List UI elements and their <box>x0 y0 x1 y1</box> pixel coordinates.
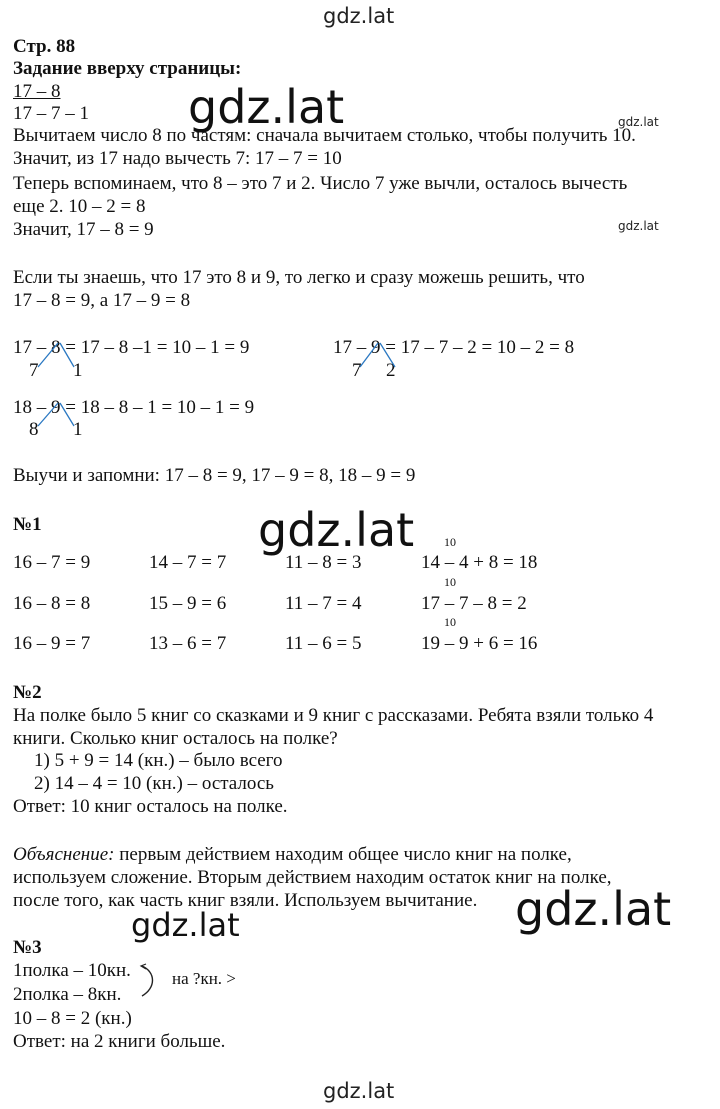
superscript-ten: 10 <box>444 615 456 629</box>
task3-compare: на ?кн. > <box>172 969 236 988</box>
decomposition-expression: 18 – 9 = 18 – 8 – 1 = 10 – 1 = 9 <box>13 397 255 418</box>
hint-line: 17 – 8 = 9, а 17 – 9 = 8 <box>13 290 191 311</box>
hint-line: Если ты знаешь, что 17 это 8 и 9, то легко и сразу можешь решить, что <box>13 267 585 288</box>
task2-explanation-line: после того, как часть книг взяли. Используем вычитание. <box>13 890 478 911</box>
explanation-line: Вычитаем число 8 по частям: сначала вычитаем столько, чтобы получить 10. <box>13 125 636 146</box>
memorize-line: Выучи и запомни: 17 – 8 = 9, 17 – 9 = 8, 18 – 9 = 9 <box>13 465 416 486</box>
superscript-ten: 10 <box>444 535 456 549</box>
explanation-text: первым действием находим общее число книг на полке, <box>114 844 572 865</box>
explanation-line: Значит, 17 – 8 = 9 <box>13 219 154 240</box>
task-top-expression: 17 – 8 <box>13 81 61 102</box>
watermark-small-2: gdz.lat <box>618 219 659 233</box>
task1-cell: 11 – 6 = 5 <box>285 633 362 654</box>
decomposition-part: 8 <box>29 419 39 440</box>
decomposition-part: 1 <box>73 419 83 440</box>
task1-cell: 17 – 7 – 8 = 2 <box>421 593 527 614</box>
task3-shelf-2: 2полка – 8кн. <box>13 984 122 1005</box>
task1-cell: 16 – 7 = 9 <box>13 552 91 573</box>
watermark-big-2: gdz.lat <box>258 503 415 557</box>
task2-title: №2 <box>13 682 42 703</box>
task1-cell: 16 – 8 = 8 <box>13 593 91 614</box>
task1-cell: 14 – 7 = 7 <box>149 552 227 573</box>
task1-cell: 11 – 8 = 3 <box>285 552 362 573</box>
task1-cell: 11 – 7 = 4 <box>285 593 362 614</box>
explanation-line: Теперь вспоминаем, что 8 – это 7 и 2. Число 7 уже вычли, осталось вычесть <box>13 173 628 194</box>
task3-title: №3 <box>13 937 42 958</box>
decomposition-part: 1 <box>73 360 83 381</box>
superscript-ten: 10 <box>444 575 456 589</box>
task3-solution: 10 – 8 = 2 (кн.) <box>13 1008 132 1029</box>
watermark-big-3: gdz.lat <box>515 882 672 936</box>
task2-answer: Ответ: 10 книг осталось на полке. <box>13 796 288 817</box>
task3-answer: Ответ: на 2 книги больше. <box>13 1031 226 1052</box>
explanation-label: Объяснение: <box>13 844 115 865</box>
explanation-line: Значит, из 17 надо вычесть 7: 17 – 7 = 10 <box>13 148 342 169</box>
watermark-medium: gdz.lat <box>131 906 240 944</box>
task2-explanation-line <box>13 845 572 864</box>
task2-problem-line: На полке было 5 книг со сказками и 9 книг с рассказами. Ребята взяли только 4 <box>13 705 654 726</box>
task-top-expression-2: 17 – 7 – 1 <box>13 103 89 124</box>
task1-title: №1 <box>13 514 42 535</box>
task-top-heading: Задание вверху страницы: <box>13 58 242 79</box>
task1-cell: 13 – 6 = 7 <box>149 633 227 654</box>
decomposition-expression: 17 – 8 = 17 – 8 –1 = 10 – 1 = 9 <box>13 337 250 358</box>
watermark-top: gdz.lat <box>323 4 395 28</box>
task2-problem-line: книги. Сколько книг осталось на полке? <box>13 728 338 749</box>
watermark-bottom: gdz.lat <box>323 1079 395 1103</box>
page-reference: Стр. 88 <box>13 36 76 57</box>
task1-cell: 14 – 4 + 8 = 18 <box>421 552 538 573</box>
decomposition-expression: 17 – 9 = 17 – 7 – 2 = 10 – 2 = 8 <box>333 337 575 358</box>
watermark-small-1: gdz.lat <box>618 115 659 129</box>
task2-explanation-line: используем сложение. Вторым действием находим остаток книг на полке, <box>13 867 612 888</box>
decomposition-part: 7 <box>352 360 362 381</box>
task1-cell: 19 – 9 + 6 = 16 <box>421 633 538 654</box>
task2-step: 1) 5 + 9 = 14 (кн.) – было всего <box>34 750 283 771</box>
task1-cell: 16 – 9 = 7 <box>13 633 91 654</box>
watermark-big-1: gdz.lat <box>188 80 345 134</box>
task1-cell: 15 – 9 = 6 <box>149 593 227 614</box>
task2-step: 2) 14 – 4 = 10 (кн.) – осталось <box>34 773 274 794</box>
decomposition-part: 7 <box>29 360 39 381</box>
task3-shelf-1: 1полка – 10кн. <box>13 960 131 981</box>
decomposition-part: 2 <box>386 360 396 381</box>
explanation-line: еще 2. 10 – 2 = 8 <box>13 196 146 217</box>
